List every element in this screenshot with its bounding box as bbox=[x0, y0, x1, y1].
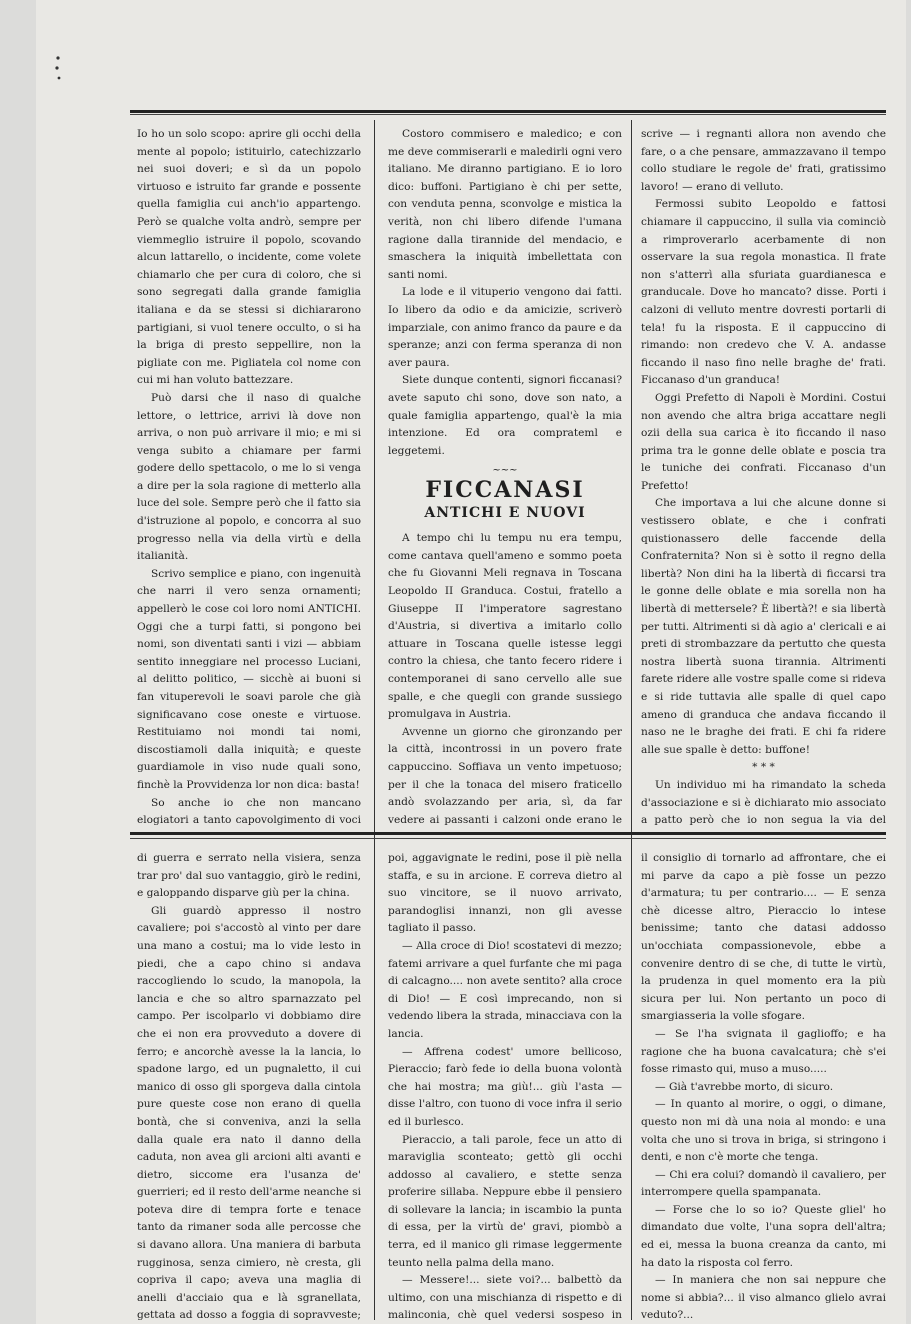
paragraph: Gli guardò appresso il nostro cavaliere; poi s'accostò al vinto per dare una mano a costui; ma lo vide lesto in piedi, che a capo chino si andava raccogliendo lo scudo, la manopola, la lancia e che so altro sparnazzato pel campo. Per iscolparlo vi dobbiamo dire che ei non era provveduto a dovere di ferro; e ancorchè avesse la la lancia, lo spadone largo, ed un pugnaletto, il cui manico di osso gli sporgeva dalla cintola pure queste cose non erano di quella bontà, che si conveniva, anzi la sella dalla quale era nato il danno della caduta, non avea gli arcioni alti avanti e dietro, siccome era l'usanza de' guerrieri; ed il resto dell'arme neanche si poteva dire di tempra forte e tenace tanto da rimaner soda alle percosse che si davano allora. Una maniera di barbuta rugginosa, senza cimiero, nè cresta, gli copriva il capo; aveva una maglia di anelli d'acciaio qua e là sgranellata, gettata ad dosso a foggia di sopravveste; bbox=[137, 904, 361, 1320]
paragraph: — In maniera che non sai neppure che nome si abbia?... il viso almanco glielo avrai veduto?... bbox=[641, 1274, 886, 1320]
section-asterism: * * * bbox=[752, 761, 775, 774]
paragraph: Oggi Prefetto di Napoli è Mordini. Costui non avendo che altra briga accattare negli ozii della sua carica è ito ficcando il naso prima tra le gonne delle oblate e poscia tra le tuniche dei confrati. Ficcanaso d'un Prefetto! bbox=[641, 391, 886, 492]
paragraph: Scrivo semplice e piano, con ingenuità che narri il vero senza ornamenti; appellerò le cose coi loro nomi ANTICHI. Oggi che a turpi fatti, si pongono bei nomi, son diventati santi i vizi — abbiam sentito inneggiare nel processo Luciani, al delitto politico, — sicchè ai buoni si fan vituperevoli le soavi parole che già significavano cose oneste e virtuose. Restituiamo noi mondi tai nomi, discostiamoli dalla iniquità; e queste guardiamole in viso nude quali sono, finchè la Provvidenza lor non dica: basta! bbox=[137, 567, 361, 791]
header-rule-thin bbox=[130, 114, 886, 115]
article-title: FICCANASI bbox=[425, 477, 585, 504]
feuilleton-separator-thin bbox=[130, 838, 886, 839]
paragraph: Può darsi che il naso di qualche lettore, o lettrice, arrivi là dove non arriva, o non può arrivare il mio; e mi si venga subito a chiamare per farmi godere dello spettacolo, o me lo si venga a dire per la sola ragione di metterlo alla luce del sole. Sempre però che il fatto sia d'istruzione al popolo, e concorra al suo progresso nella via della virtù e della italianità. bbox=[137, 391, 361, 563]
column-3-upper bbox=[641, 126, 886, 826]
column-2-upper bbox=[388, 126, 622, 826]
paragraph: A tempo chi lu tempu nu era tempu, come cantava quell'ameno e sommo poeta che fu Giovanni Meli regnava in Toscana Leopoldo II Granduca. Costui, fratello a Giuseppe II l'imperatore sagrestano d'Austria, si divertiva a imitarlo collo attuare in Toscana quelle istesse leggi contro la chiesa, che tanto fecero ridere i contemporanei di sano cervello alle sue spalle, e che quegli con grande sussiego promulgava in Austria. bbox=[388, 532, 622, 721]
paragraph: Un individuo mi ha rimandato la scheda d'associazione e si è dichiarato mio associato a patto però che io non segua la via del bbox=[641, 778, 886, 826]
paragraph: Io ho un solo scopo: aprire gli occhi della mente al popolo; istituirlo, catechizzarlo nei suoi doveri; e sì da un popolo virtuoso e istruito far grande e possente quella famiglia cui anch'io appartengo. Però se qualche volta andrò, sempre per viemmeglio istruire il popolo, scovando alcun lattarello, o incidente, come volete chiamarlo che per cura di coloro, che si sono segregati dalla grande famiglia italiana e da se stessi si dichiararono partigiani, si vuol tenere occulto, o si ha la briga di presto seppellire, non la pigliate con me. Pigliatela col nome con cui mi han voluto battezzare. bbox=[137, 128, 361, 387]
column-rule bbox=[374, 120, 375, 1320]
column-1-feuilleton bbox=[137, 850, 361, 1320]
paragraph: — Già t'avrebbe morto, di sicuro. bbox=[655, 1080, 834, 1093]
paragraph: — In quanto al morire, o oggi, o dimane, questo non mi dà una noia al mondo: e una volta che uno si trova in briga, si stringono i denti, e non c'è morte che tenga. bbox=[641, 1098, 886, 1164]
paragraph: — Chi era colui? domandò il cavaliero, per interrompere quella spampanata. bbox=[641, 1168, 886, 1199]
feuilleton-separator bbox=[130, 832, 886, 835]
paragraph: La lode e il vituperio vengono dai fatti. Io libero da odio e da amicizie, scriverò imparziale, con animo franco da paure e da speranze; anzi con ferma speranza di non aver paura. bbox=[388, 286, 622, 369]
margin-ink-marks bbox=[52, 50, 72, 90]
paragraph: di guerra e serrato nella visiera, senza trar pro' dal suo vantaggio, girò le redini, e galoppando disparve giù per la china. bbox=[137, 852, 361, 900]
paragraph: Avvenne un giorno che gironzando per la città, incontrossi in un povero frate cappuccino. Soffiava un vento impetuoso; per il che la tonaca del misero fraticello andò svolazzando per aria, sì, da far vedere ai passanti i calzoni onde erano le bbox=[388, 725, 622, 826]
title-ornament: ~~~ bbox=[492, 465, 518, 477]
paragraph: So anche io che non mancano elogiatori a tanto capovolgimento di voci bbox=[137, 796, 361, 826]
paragraph: Fermossi subito Leopoldo e fattosi chiamare il cappuccino, il sulla via cominciò a rimproverarlo acerbamente di non osservare la sua regola monastica. Il frate non s'atterrì alla sfuriata guardianesca e granducale. Dove ho mancato? disse. Porti i calzoni di velluto mentre dovresti portarli di tela! fu la risposta. E il cappuccino di rimando: non credevo che V. A. andasse ficcando il naso fino nelle braghe de' frati. Ficcanaso d'un granduca! bbox=[641, 198, 886, 387]
column-2-feuilleton bbox=[388, 850, 622, 1320]
paragraph: poi, aggavignate le redini, pose il piè nella staffa, e su in arcione. E correva dietro al suo vincitore, se il nuovo arrivato, parandoglisi innanzi, non gli avesse tagliato il passo. bbox=[388, 852, 622, 935]
paragraph: — Forse che lo so io? Queste gliel' ho dimandato due volte, l'una sopra dell'altra; ed ei, messa la buona creanza da canto, mi ha dato la risposta col ferro. bbox=[641, 1203, 886, 1269]
paragraph: — Affrena codest' umore bellicoso, Pieraccio; farò fede io della buona volontà che hai mostra; ma giù!... giù l'asta — disse l'altro, con tuono di voce infra il serio ed il burlesco. bbox=[388, 1045, 622, 1128]
article-subtitle: ANTICHI E NUOVI bbox=[424, 505, 586, 522]
header-rule bbox=[130, 110, 886, 113]
column-3-feuilleton bbox=[641, 850, 886, 1320]
paragraph: — Se l'ha svignata il gaglioffo; e ha ragione che ha buona cavalcatura; chè s'ei fosse rimasto qui, muso a muso..... bbox=[641, 1027, 886, 1076]
paragraph: Costoro commisero e maledico; e con me deve commiserarli e maledirli ogni vero italiano. Me diranno partigiano. E io loro dico: buffoni. Partigiano è chi per sette, con venduta penna, sconvolge e mistica la verità, non chi libero difende l'umana ragione dalla tirannide del mendacio, e smaschera la iniquità imbellettata con santi nomi. bbox=[388, 128, 622, 281]
paragraph: scrive — i regnanti allora non avendo che fare, o a che pensare, ammazzavano il tempo collo studiare le regole de' frati, gratissimo lavoro! — erano di velluto. bbox=[641, 128, 886, 193]
paragraph: — Messere!... siete voi?... balbettò da ultimo, con una mischianza di rispetto e di malinconia, chè quel vedersi sospeso in bbox=[388, 1274, 622, 1320]
paragraph: Siete dunque contenti, signori ficcanasi? avete saputo chi sono, dove son nato, a quale famiglia appartengo, qual'è la mia intenzione. Ed ora comprateml e leggetemi. bbox=[388, 374, 622, 457]
column-rule bbox=[631, 120, 632, 1320]
paragraph: Che importava a lui che alcune donne si vestissero oblate, e che i confrati quistionassero delle faccende della Confraternita? Non si è sotto il regno della libertà? Non dini ha la libertà di ficcarsi tra le gonne delle oblate e mia sorella non ha libertà di mettersele? È libertà?! e sia libertà per tutti. Altrimenti si dà agio a' clericali e ai preti di strombazzare da pertutto che questa nostra libertà suona tirannia. Altrimenti farete ridere alle vostre spalle come si rideva e si ride tuttavia alle spalle di quel capo ameno di granduca che andava ficcando il naso ne le braghe dei frati. E chi fa ridere alle sue spalle è detto: buffone! bbox=[641, 497, 886, 756]
paragraph: Pieraccio, a tali parole, fece un atto di maraviglia sconteato; gettò gli occhi addosso al cavaliero, e stette senza proferire sillaba. Neppure ebbe il pensiero di sollevare la lancia; in iscambio la punta di essa, per la virtù de' gravi, piombò a terra, ed il manico gli rimase leggermente teunto nella palma della mano. bbox=[388, 1133, 622, 1269]
paragraph: — Alla croce di Dio! scostatevi di mezzo; fatemi arrivare a quel furfante che mi paga di calcagno.... non avete sentito? alla croce di Dio! — E così imprecando, non si vedendo libera la strada, minacciava con la lancia. bbox=[388, 939, 622, 1040]
article-heading bbox=[388, 466, 622, 522]
paragraph: il consiglio di tornarlo ad affrontare, che ei mi parve da capo a piè fosse un pezzo d'armatura; tu per contrario.... — E senza chè dicesse altro, Pieraccio lo intese benissime; tanto che datasi addosso un'occhiata compassionevole, ebbe a convenire dentro di se che, di tutte le virtù, la prudenza in quel momento era la più sicura per lui. Non pertanto un poco di smargiasseria la volle sfogare. bbox=[641, 852, 886, 1023]
column-1-upper bbox=[137, 126, 361, 826]
